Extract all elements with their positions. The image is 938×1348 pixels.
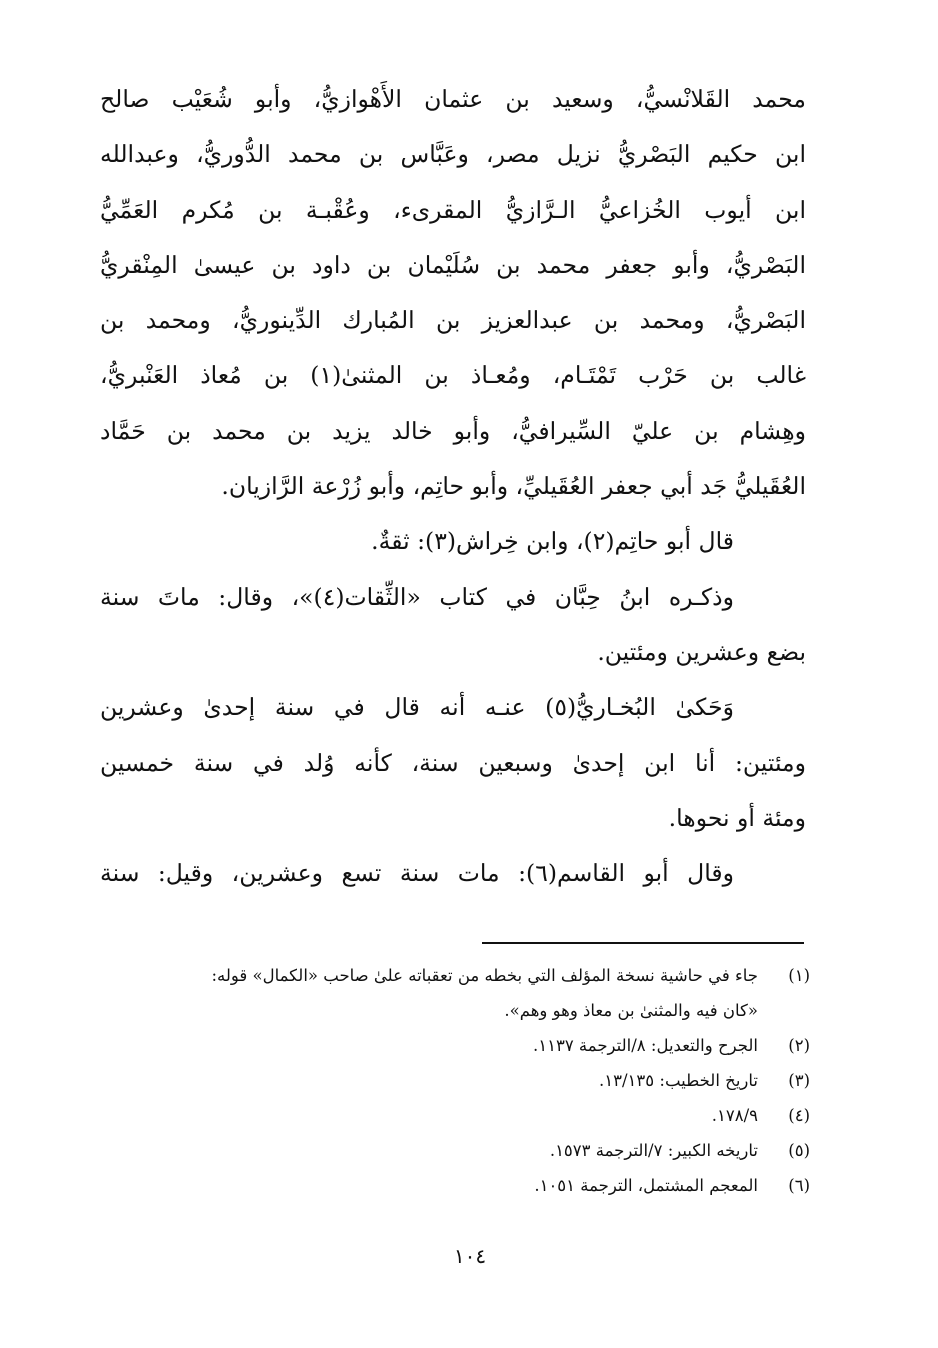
text-line: وقال أبو القاسم(٦): مات سنة تسع وعشرين، وقيل: سنة [100,859,734,888]
footnote-text [100,958,758,1028]
footnote-number: (٤) [788,1106,810,1125]
footnote [100,1168,810,1203]
text-line: ومئتين: أنا ابن إحدىٰ وسبعين سنة، كأنه وُلد في سنة خمسين [100,748,806,777]
text-line: قال أبو حاتِم(٢)، وابن خِراش(٣): ثقةٌ. [371,527,734,556]
text-line: وذكـره ابنُ حِبَّان في كتاب «الثِّقات(٤)»، وقال: ماتَ سنة [100,582,735,611]
footnote-divider [482,942,804,944]
text-line: البَصْريُّ، ومحمد بن عبدالعزيز بن المُبارك الدِّينوريُّ، ومحمد بن [100,306,806,335]
footnote-number: (٦) [788,1176,810,1195]
text-line: بضع وعشرين ومئتين. [597,637,806,666]
text-line: ومئة أو نحوها. [668,803,806,832]
footnote [100,1098,810,1133]
footnote-text-continuation: «كان فيه والمثنىٰ بن معاذ وهو وهم». [504,1001,758,1020]
footnotes [100,958,810,1203]
footnote [100,1133,810,1168]
text-line: غالب بن حَرْب تَمْتَـام، ومُعـاذ بن المثنىٰ(١) بن مُعاذ العَنْبريُّ، [100,361,807,390]
footnote-text: تاريخه الكبير: ٧/الترجمة ١٥٧٣. [549,1141,758,1160]
main-text [100,72,806,901]
text-line: وهِشام بن عليّ السِّيرافيُّ، وأبو خالد يزيد بن محمد بن حَمَّاد [100,416,806,445]
text-line: وَحَكىٰ البُخـاريُّ(٥) عنـه أنه قال في سنة إحدىٰ وعشرين [100,693,734,722]
footnote-number: (٢) [788,1036,810,1055]
text-line: ابن أيوب الخُزاعيُّ الـرَّازيُّ المقرىء، وعُقْبـة بن مُكرم العَمِّيُّ [100,195,806,224]
footnote-text: تاريخ الخطيب: ١٣/١٣٥. [599,1071,758,1090]
text-line: البَصْريُّ، وأبو جعفر محمد بن سُلَيْمان بن داود بن عيسىٰ المِنْقريُّ [100,250,806,279]
page-number: ١٠٤ [453,1244,487,1268]
footnote-number: (١) [788,966,810,985]
footnote-number: (٥) [788,1141,810,1160]
footnote [100,1028,810,1063]
text-line: العُقَيليُّ جَد أبي جعفر العُقَيليِّ، وأبو حاتِم، وأبو زُرْعة الرَّازيان. [221,472,806,501]
footnote-number: (٣) [788,1071,810,1090]
footnote [100,1063,810,1098]
footnote [100,958,810,1028]
text-line: محمد القَلانْسيُّ، وسعيد بن عثمان الأَهْوازيُّ، وأبو شُعَيْب صالح [100,85,806,113]
text-line: ابن حكيم البَصْريُّ نزيل مصر، وعَبَّاس بن محمد الدُّوريُّ، وعبدالله [100,140,806,169]
footnote-text: المعجم المشتمل، الترجمة ١٠٥١. [534,1176,758,1195]
footnote-text-line: جاء في حاشية نسخة المؤلف التي بخطه من تعقباته علىٰ صاحب «الكمال» قوله: [211,966,758,985]
footnote-text: الجرح والتعديل: ٨/الترجمة ١١٣٧. [532,1036,758,1055]
footnote-text: ١٧٨/٩. [711,1106,758,1125]
